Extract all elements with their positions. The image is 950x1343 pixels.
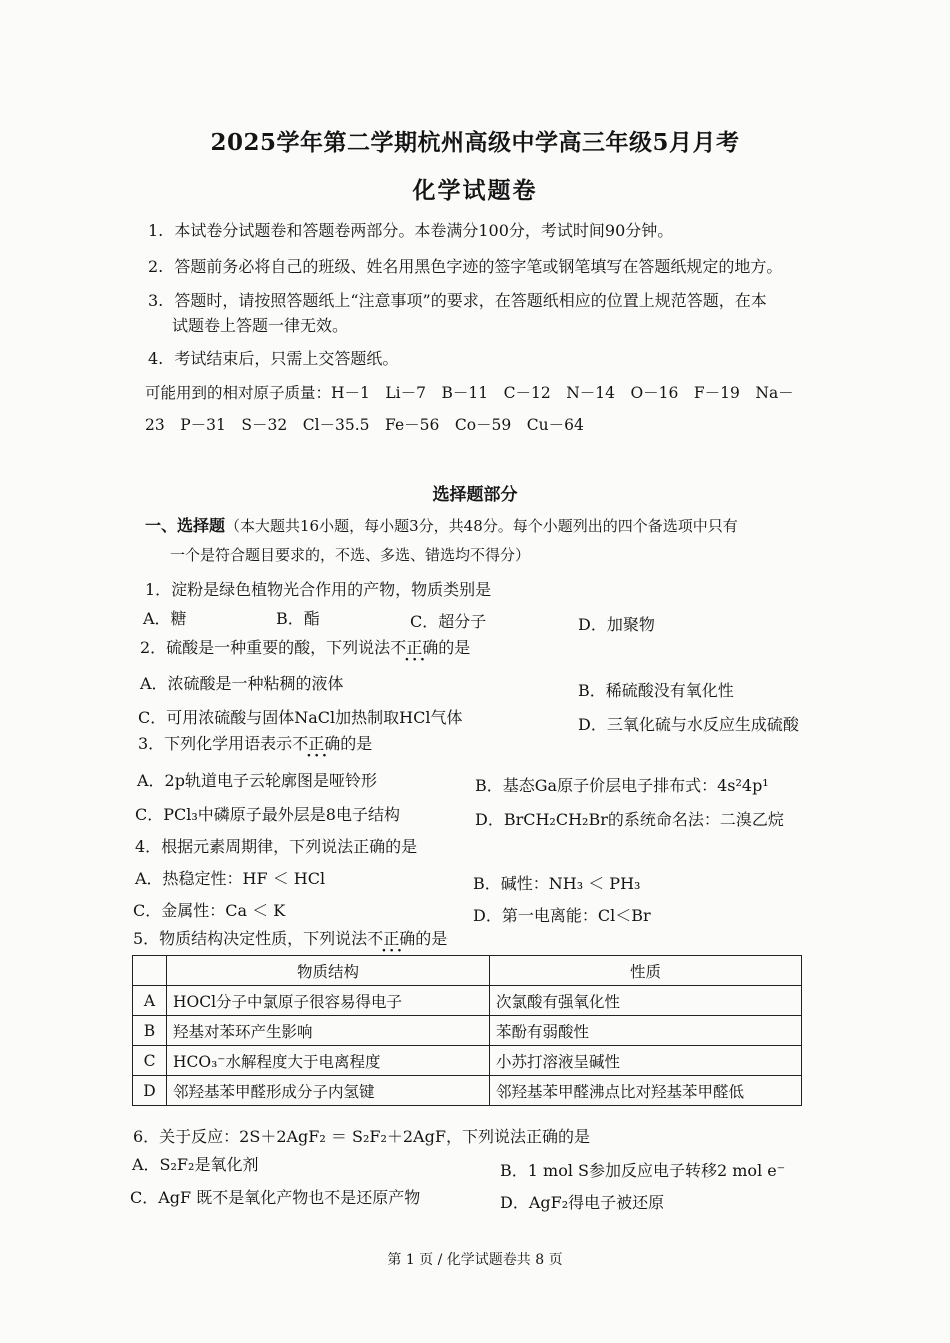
- section-heading: 选择题部分: [432, 485, 518, 505]
- atomic-masses-line2: 23 P－31 S－32 Cl－35.5 Fe－56 Co－59 Cu－64: [145, 416, 584, 434]
- table-cell-property: 苯酚有弱酸性: [490, 1016, 802, 1046]
- table-cell-label: A: [133, 986, 167, 1016]
- q4-option-a: A．热稳定性：HF ＜ HCl: [135, 869, 326, 888]
- instruction-num: 4.: [148, 349, 164, 368]
- table-header-cell: 性质: [490, 956, 802, 986]
- instruction-1: [148, 218, 673, 241]
- part-note-cont: 一个是符合题目要求的，不选、多选、错选均不得分）: [170, 546, 531, 564]
- table-cell-structure: HCO₃⁻水解程度大于电离程度: [167, 1046, 490, 1076]
- table-header-cell: 物质结构: [167, 956, 490, 986]
- table-cell-property: 小苏打溶液呈碱性: [490, 1046, 802, 1076]
- q2-option-a: A．浓硫酸是一种粘稠的液体: [140, 674, 344, 693]
- table-cell-label: B: [133, 1016, 167, 1046]
- instruction-3-cont: 试题卷上答题一律无效。: [172, 316, 349, 335]
- q4-stem: 4．根据元素周期律，下列说法正确的是: [135, 837, 418, 856]
- atomic-masses-line1: 可能用到的相对原子质量：H－1 Li－7 B－11 C－12 N－14 O－16 F－19 Na－: [145, 384, 794, 402]
- q3-option-b: B．基态Ga原子价层电子排布式：4s²4p¹: [475, 776, 769, 795]
- q3-stem-pre: 3．下列化学用语表示: [138, 734, 293, 753]
- part-note: （本大题共16小题，每小题3分，共48分。每个小题列出的四个备选项中只有: [225, 517, 738, 535]
- instruction-text: 答题时，请按照答题纸上“注意事项”的要求，在答题纸相应的位置上规范答题，在本: [174, 291, 767, 310]
- q5-stem-emphasis: 不正确 · · ·: [367, 929, 415, 948]
- table-cell-property: 邻羟基苯甲醛沸点比对羟基苯甲醛低: [490, 1076, 802, 1106]
- q3-stem-emphasis: 不正确 · · ·: [292, 734, 340, 753]
- part-label: 一、选择题: [145, 516, 226, 535]
- instruction-2: [148, 254, 782, 277]
- instruction-num: 3.: [148, 291, 164, 310]
- table-cell-label: C: [133, 1046, 167, 1076]
- table-header-cell: [133, 956, 167, 986]
- q3-option-d: D．BrCH₂CH₂Br的系统命名法：二溴乙烷: [475, 810, 784, 829]
- exam-subtitle: 化学试题卷: [412, 177, 538, 204]
- q3-stem: [138, 731, 372, 754]
- table-row: [133, 1016, 802, 1046]
- table-header-row: [133, 956, 802, 986]
- q3-option-a: A．2p轨道电子云轮廓图是哑铃形: [137, 771, 377, 790]
- instruction-text: 考试结束后，只需上交答题纸。: [174, 349, 399, 368]
- q4-option-d: D．第一电离能：Cl＜Br: [473, 906, 651, 925]
- q2-option-b: B．稀硫酸没有氧化性: [578, 681, 734, 700]
- q2-stem-pre: 2．硫酸是一种重要的酸，下列说法: [140, 638, 391, 657]
- part-heading: [145, 513, 738, 536]
- q5-stem: [133, 926, 447, 949]
- table-cell-label: D: [133, 1076, 167, 1106]
- table-cell-structure: HOCl分子中氯原子很容易得电子: [167, 986, 490, 1016]
- exam-title: 2025学年第二学期杭州高级中学高三年级5月月考: [210, 129, 740, 156]
- q2-stem-emphasis: 不正确 · · ·: [390, 638, 438, 657]
- table-row: [133, 1076, 802, 1106]
- q6-option-a: A．S₂F₂是氧化剂: [132, 1155, 259, 1174]
- q6-option-c: C．AgF 既不是氧化产物也不是还原产物: [130, 1188, 421, 1207]
- table-row: [133, 986, 802, 1016]
- q1-option-a: A．糖: [143, 609, 187, 628]
- q6-option-d: D．AgF₂得电子被还原: [500, 1193, 665, 1212]
- q1-option-b: B．酯: [276, 609, 320, 628]
- instruction-num: 1.: [148, 221, 164, 240]
- page-footer: 第 1 页 / 化学试题卷共 8 页: [387, 1252, 563, 1268]
- q4-option-b: B．碱性：NH₃ ＜ PH₃: [473, 874, 641, 893]
- instruction-text: 本试卷分试题卷和答题卷两部分。本卷满分100分，考试时间90分钟。: [174, 221, 674, 240]
- q3-stem-post: 的是: [340, 734, 373, 753]
- q1-stem: 1．淀粉是绿色植物光合作用的产物，物质类别是: [145, 580, 492, 599]
- q2-option-c: C．可用浓硫酸与固体NaCl加热制取HCl气体: [138, 708, 463, 727]
- table-cell-structure: 羟基对苯环产生影响: [167, 1016, 490, 1046]
- q6-stem: 6．关于反应：2S＋2AgF₂ ＝ S₂F₂＋2AgF，下列说法正确的是: [133, 1127, 590, 1146]
- q2-stem: [140, 635, 470, 658]
- q6-option-b: B．1 mol S参加反应电子转移2 mol e⁻: [500, 1161, 786, 1180]
- instruction-3: [148, 288, 767, 311]
- q5-stem-pre: 5．物质结构决定性质，下列说法: [133, 929, 368, 948]
- instruction-4: [148, 346, 398, 369]
- q2-option-d: D．三氧化硫与水反应生成硫酸: [578, 715, 799, 734]
- q1-option-c: C．超分子: [410, 612, 487, 631]
- table-cell-property: 次氯酸有强氧化性: [490, 986, 802, 1016]
- table-row: [133, 1046, 802, 1076]
- q2-stem-post: 的是: [438, 638, 471, 657]
- instruction-text: 答题前务必将自己的班级、姓名用黑色字迹的签字笔或钢笔填写在答题纸规定的地方。: [174, 257, 783, 276]
- instruction-num: 2.: [148, 257, 164, 276]
- q5-table: [132, 955, 802, 1106]
- q3-option-c: C．PCl₃中磷原子最外层是8电子结构: [135, 805, 400, 824]
- q4-option-c: C．金属性：Ca ＜ K: [133, 901, 286, 920]
- q5-stem-post: 的是: [415, 929, 448, 948]
- q1-option-d: D．加聚物: [578, 615, 655, 634]
- table-cell-structure: 邻羟基苯甲醛形成分子内氢键: [167, 1076, 490, 1106]
